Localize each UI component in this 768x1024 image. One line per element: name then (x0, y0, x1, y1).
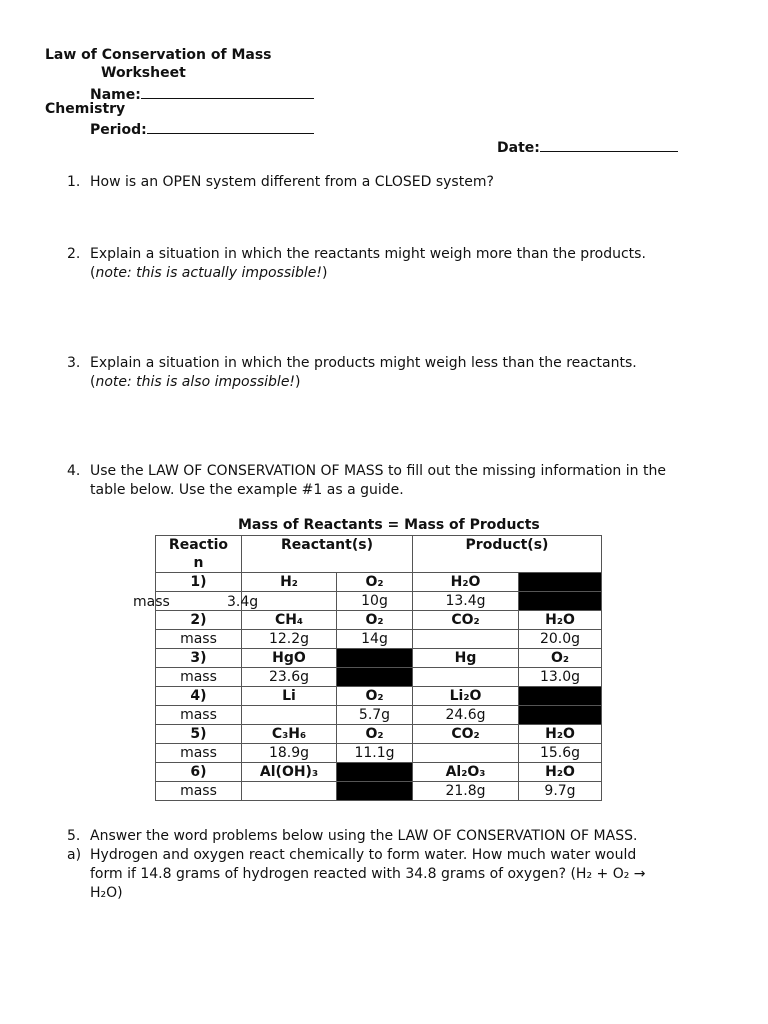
blacked-out-cell (519, 592, 602, 611)
reaction-cell: 1) (156, 573, 242, 592)
date-label: Date: (497, 140, 540, 156)
question-text: Hydrogen and oxygen react chemically to form water. How much water would (90, 847, 637, 863)
question-5 (67, 827, 727, 846)
mass-cell: 9.7g (519, 782, 602, 801)
question-number: 1. (67, 174, 81, 190)
date-field[interactable] (497, 137, 678, 156)
blacked-out-cell (337, 668, 413, 687)
reaction-cell: mass (156, 630, 242, 649)
question-text: Explain a situation in which the reactants might weigh more than the products. (90, 246, 646, 262)
question-text: table below. Use the example #1 as a guide. (90, 482, 404, 498)
formula-cell: O₂ (519, 649, 602, 668)
reaction-cell: 2) (156, 611, 242, 630)
question-text: Use the LAW OF CONSERVATION OF MASS to fill out the missing information in the (90, 463, 666, 479)
mass-cell: 13.0g (519, 668, 602, 687)
table-row (156, 725, 602, 744)
question-5a (67, 846, 727, 903)
question-text: H₂O) (90, 885, 123, 901)
question-2 (67, 245, 727, 283)
mass-cell: 5.7g (337, 706, 413, 725)
question-4 (67, 462, 727, 500)
question-text: form if 14.8 grams of hydrogen reacted with 34.8 grams of oxygen? (H₂ + O₂ → (90, 866, 646, 882)
formula-cell: H₂O (519, 725, 602, 744)
formula-cell: CO₂ (413, 725, 519, 744)
formula-cell: H₂ (242, 573, 337, 592)
mass-cell (413, 668, 519, 687)
table-body (156, 573, 602, 801)
table-header-row (156, 536, 602, 573)
question-note: (note: this is actually impossible!) (90, 265, 328, 281)
formula-cell: O₂ (337, 611, 413, 630)
question-number: 2. (67, 246, 81, 262)
formula-cell: H₂O (519, 763, 602, 782)
formula-cell: O₂ (337, 725, 413, 744)
stray-mass-label: mass (133, 594, 170, 610)
formula-cell: CO₂ (413, 611, 519, 630)
reaction-cell: 5) (156, 725, 242, 744)
mass-cell: 11.1g (337, 744, 413, 763)
formula-cell: Li₂O (413, 687, 519, 706)
reaction-cell: 4) (156, 687, 242, 706)
reaction-cell: mass (156, 668, 242, 687)
formula-cell: H₂O (519, 611, 602, 630)
formula-cell: Li (242, 687, 337, 706)
mass-cell (413, 630, 519, 649)
question-text: How is an OPEN system different from a CLOSED system? (90, 174, 494, 190)
table-row (156, 573, 602, 592)
period-label: Period: (90, 122, 147, 138)
mass-cell (413, 744, 519, 763)
header-products: Product(s) (413, 536, 602, 573)
mass-cell: 18.9g (242, 744, 337, 763)
date-blank[interactable] (540, 137, 678, 152)
question-text: Explain a situation in which the products might weigh less than the reactants. (90, 355, 637, 371)
worksheet-title: Law of Conservation of Mass (45, 47, 272, 63)
mass-cell: 10g (337, 592, 413, 611)
mass-cell: 15.6g (519, 744, 602, 763)
stray-mass-value: 3.4g (227, 594, 259, 610)
formula-cell: H₂O (413, 573, 519, 592)
mass-cell: 12.2g (242, 630, 337, 649)
blacked-out-cell (337, 763, 413, 782)
formula-cell: HgO (242, 649, 337, 668)
subject-label: Chemistry (45, 101, 126, 117)
question-3 (67, 354, 727, 392)
mass-table (155, 535, 602, 801)
question-note: (note: this is also impossible!) (90, 374, 301, 390)
formula-cell: Al₂O₃ (413, 763, 519, 782)
reaction-cell: mass (156, 744, 242, 763)
table-row (156, 763, 602, 782)
blacked-out-cell (337, 782, 413, 801)
blacked-out-cell (337, 649, 413, 668)
mass-cell (242, 782, 337, 801)
period-blank[interactable] (147, 119, 314, 134)
table-title: Mass of Reactants = Mass of Products (238, 517, 540, 533)
table-row (156, 592, 602, 611)
blacked-out-cell (519, 706, 602, 725)
formula-cell: O₂ (337, 573, 413, 592)
table-row (156, 706, 602, 725)
reaction-cell: mass (156, 706, 242, 725)
reaction-cell: mass (156, 782, 242, 801)
table-row (156, 687, 602, 706)
table-row (156, 668, 602, 687)
mass-cell (242, 706, 337, 725)
question-text: Answer the word problems below using the LAW OF CONSERVATION OF MASS. (90, 828, 638, 844)
formula-cell: Al(OH)₃ (242, 763, 337, 782)
question-1 (67, 173, 727, 192)
mass-cell: 13.4g (413, 592, 519, 611)
formula-cell: Hg (413, 649, 519, 668)
table-row (156, 630, 602, 649)
formula-cell: O₂ (337, 687, 413, 706)
worksheet-subtitle: Worksheet (101, 65, 186, 81)
subquestion-label: a) (67, 847, 82, 863)
formula-cell: CH₄ (242, 611, 337, 630)
name-label: Name: (90, 87, 141, 103)
table-row (156, 744, 602, 763)
name-blank[interactable] (141, 84, 314, 99)
table-row (156, 782, 602, 801)
mass-cell: 20.0g (519, 630, 602, 649)
blacked-out-cell (519, 573, 602, 592)
question-number: 5. (67, 828, 81, 844)
mass-cell: 21.8g (413, 782, 519, 801)
question-number: 3. (67, 355, 81, 371)
mass-cell: 24.6g (413, 706, 519, 725)
mass-cell: 14g (337, 630, 413, 649)
question-number: 4. (67, 463, 81, 479)
reaction-cell: 3) (156, 649, 242, 668)
reaction-cell: 6) (156, 763, 242, 782)
table-row (156, 649, 602, 668)
header-reactants: Reactant(s) (242, 536, 413, 573)
table-row (156, 611, 602, 630)
blacked-out-cell (519, 687, 602, 706)
header-reaction: Reactio n (156, 536, 242, 573)
mass-cell: 23.6g (242, 668, 337, 687)
formula-cell: C₃H₆ (242, 725, 337, 744)
period-field[interactable] (90, 119, 314, 138)
